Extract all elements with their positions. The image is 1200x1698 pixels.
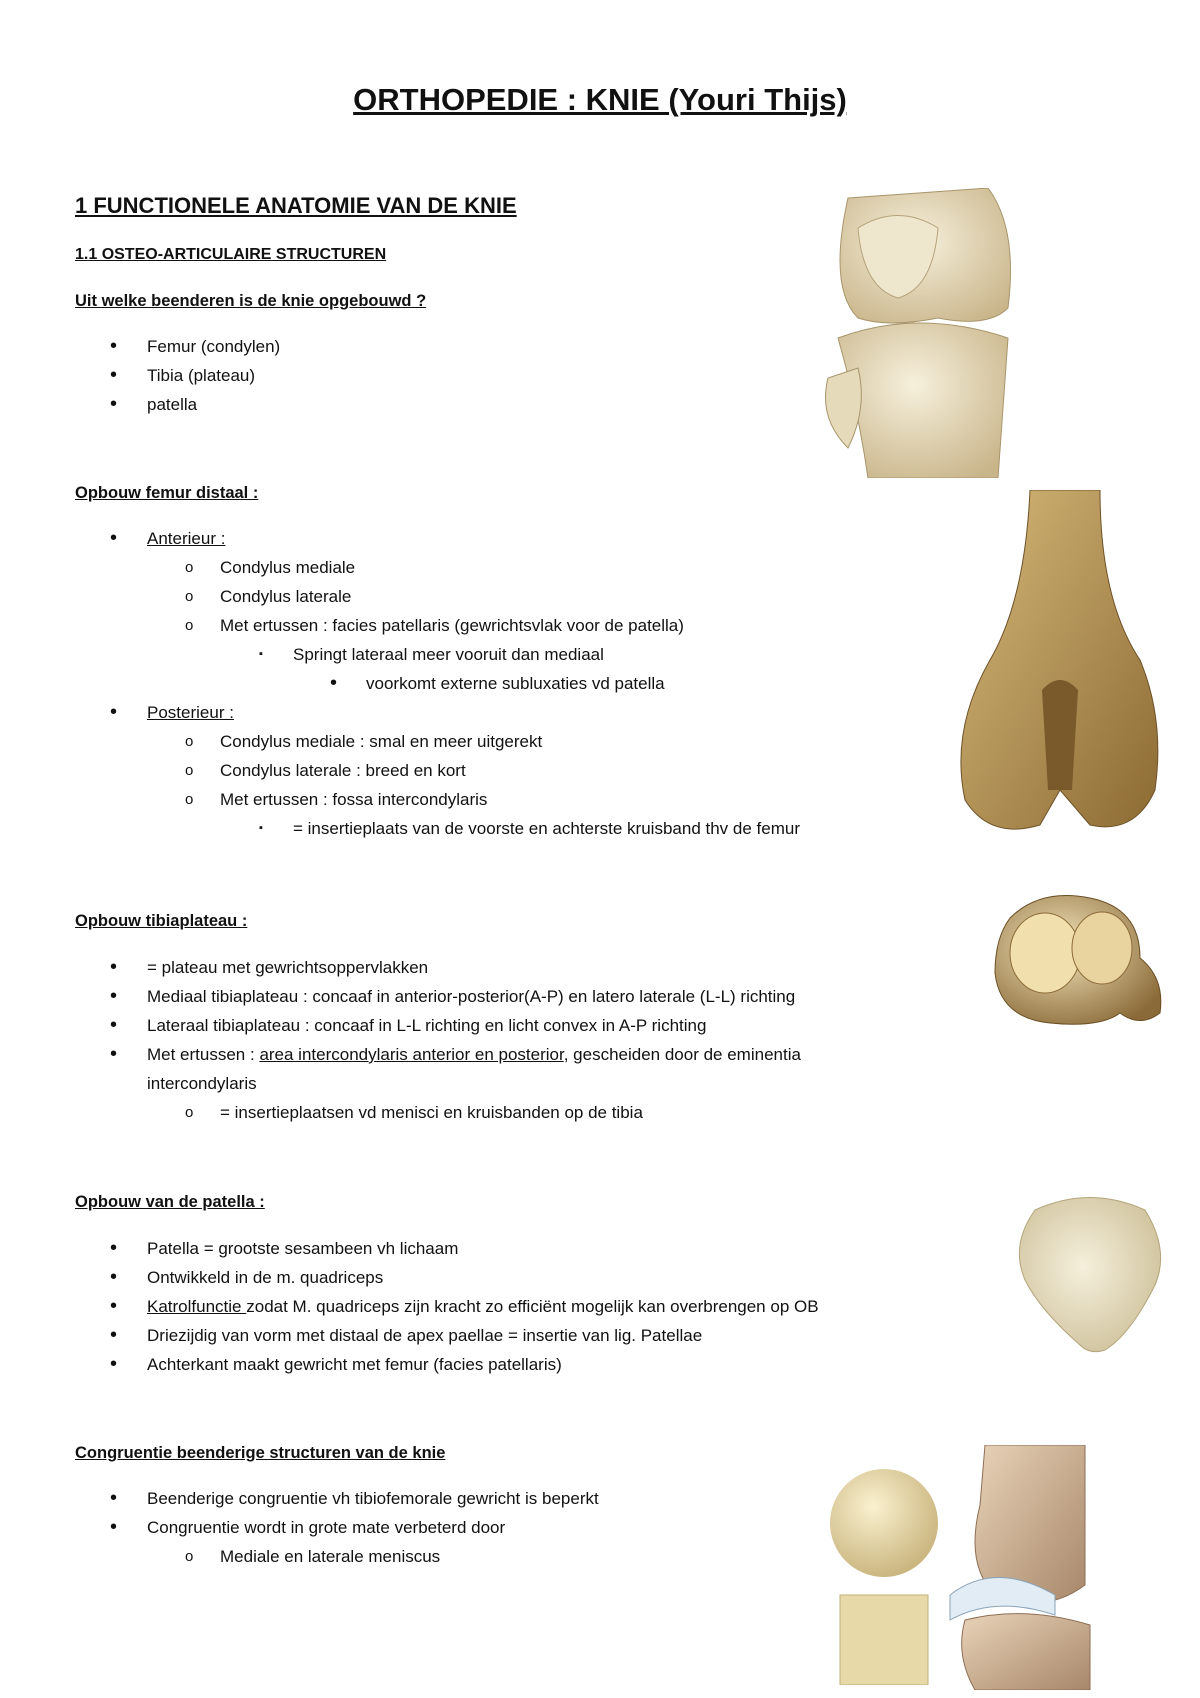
bullet-marker: • [110, 956, 118, 978]
bones-list [0, 332, 280, 419]
circle-marker: o [185, 1104, 194, 1121]
circle-marker: o [185, 617, 194, 634]
knee-meniscus-illustration [945, 1445, 1095, 1690]
bullet-marker: • [110, 527, 118, 549]
list-item: • Met ertussen : area intercondylaris anterior en posterior, gescheiden door de eminentia [0, 1040, 801, 1069]
list-item: o Met ertussen : facies patellaris (gewrichtsvlak voor de patella) [0, 611, 800, 640]
list-item: • Lateraal tibiaplateau : concaaf in L-L richting en licht convex in A-P richting [0, 1011, 801, 1040]
circle-marker: o [185, 762, 194, 779]
bullet-marker: • [110, 701, 118, 723]
patella-list [0, 1234, 819, 1379]
circle-marker: o [185, 791, 194, 808]
bullet-marker: • [110, 1295, 118, 1317]
square-marker: ▪ [259, 822, 263, 834]
knee-joint-illustration [818, 188, 1018, 478]
list-item: • Posterieur : [0, 698, 800, 727]
list-item: • patella [0, 390, 280, 419]
list-item: • Mediaal tibiaplateau : concaaf in anterior-posterior(A-P) en latero laterale (L-L) richting [0, 982, 801, 1011]
list-item: • Achterkant maakt gewricht met femur (facies patellaris) [0, 1350, 819, 1379]
congruence-list [0, 1484, 599, 1571]
bullet-marker: • [110, 1237, 118, 1259]
list-item: • Beenderige congruentie vh tibiofemorale gewricht is beperkt [0, 1484, 599, 1513]
bullet-marker: • [110, 1043, 118, 1065]
bullet-marker: • [110, 1516, 118, 1538]
subsection-heading-osteo-articular: 1.1 OSTEO-ARTICULAIRE STRUCTUREN [75, 246, 387, 263]
list-item: o Mediale en laterale meniscus [0, 1542, 599, 1571]
circle-marker: o [185, 1548, 194, 1565]
bones-question: Uit welke beenderen is de knie opgebouwd ? [75, 292, 427, 310]
list-item-continuation: intercondylaris [147, 1074, 257, 1093]
bullet-marker: • [330, 672, 338, 694]
list-item: o = insertieplaatsen vd menisci en kruisbanden op de tibia [0, 1098, 801, 1127]
list-item: • Femur (condylen) [0, 332, 280, 361]
list-item: o Met ertussen : fossa intercondylaris [0, 785, 800, 814]
list-item: ▪ = insertieplaats van de voorste en achterste kruisband thv de femur [0, 814, 800, 843]
list-item: • Patella = grootste sesambeen vh lichaam [0, 1234, 819, 1263]
square-marker: ▪ [259, 648, 263, 660]
list-item: • Congruentie wordt in grote mate verbeterd door [0, 1513, 599, 1542]
bullet-marker: • [110, 985, 118, 1007]
list-item: ▪ Springt lateraal meer vooruit dan mediaal [0, 640, 800, 669]
bullet-marker: • [110, 364, 118, 386]
congruence-ball-model-illustration [830, 1445, 938, 1685]
bullet-marker: • [110, 335, 118, 357]
tibia-plateau-illustration [990, 888, 1170, 1033]
list-item: • = plateau met gewrichtsoppervlakken [0, 953, 801, 982]
congruence-heading: Congruentie beenderige structuren van de knie [75, 1444, 446, 1462]
bullet-marker: • [110, 393, 118, 415]
bullet-marker: • [110, 1353, 118, 1375]
circle-marker: o [185, 733, 194, 750]
list-item: • Ontwikkeld in de m. quadriceps [0, 1263, 819, 1292]
list-item: o Condylus mediale [0, 553, 800, 582]
tibia-list [0, 953, 801, 1127]
bullet-marker: • [110, 1487, 118, 1509]
femur-list [0, 524, 800, 843]
femur-heading: Opbouw femur distaal : [75, 484, 259, 502]
tibia-heading: Opbouw tibiaplateau : [75, 912, 248, 930]
patella-heading: Opbouw van de patella : [75, 1193, 265, 1211]
bullet-marker: • [110, 1324, 118, 1346]
patella-illustration [1010, 1190, 1170, 1355]
list-item: • Katrolfunctie zodat M. quadriceps zijn kracht zo efficiënt mogelijk kan overbrengen op OB [0, 1292, 819, 1321]
list-item: • Anterieur : [0, 524, 800, 553]
list-item: o Condylus laterale [0, 582, 800, 611]
list-item: • Driezijdig van vorm met distaal de apex paellae = insertie van lig. Patellae [0, 1321, 819, 1350]
list-item: o Condylus laterale : breed en kort [0, 756, 800, 785]
list-item: • voorkomt externe subluxaties vd patella [0, 669, 800, 698]
femur-posterior-illustration [950, 490, 1165, 845]
list-item: o Condylus mediale : smal en meer uitgerekt [0, 727, 800, 756]
circle-marker: o [185, 559, 194, 576]
bullet-marker: • [110, 1266, 118, 1288]
section-heading-functional-anatomy: 1 FUNCTIONELE ANATOMIE VAN DE KNIE [75, 193, 517, 218]
page-title: ORTHOPEDIE : KNIE (Youri Thijs) [353, 82, 847, 117]
circle-marker: o [185, 588, 194, 605]
list-item: • Tibia (plateau) [0, 361, 280, 390]
bullet-marker: • [110, 1014, 118, 1036]
